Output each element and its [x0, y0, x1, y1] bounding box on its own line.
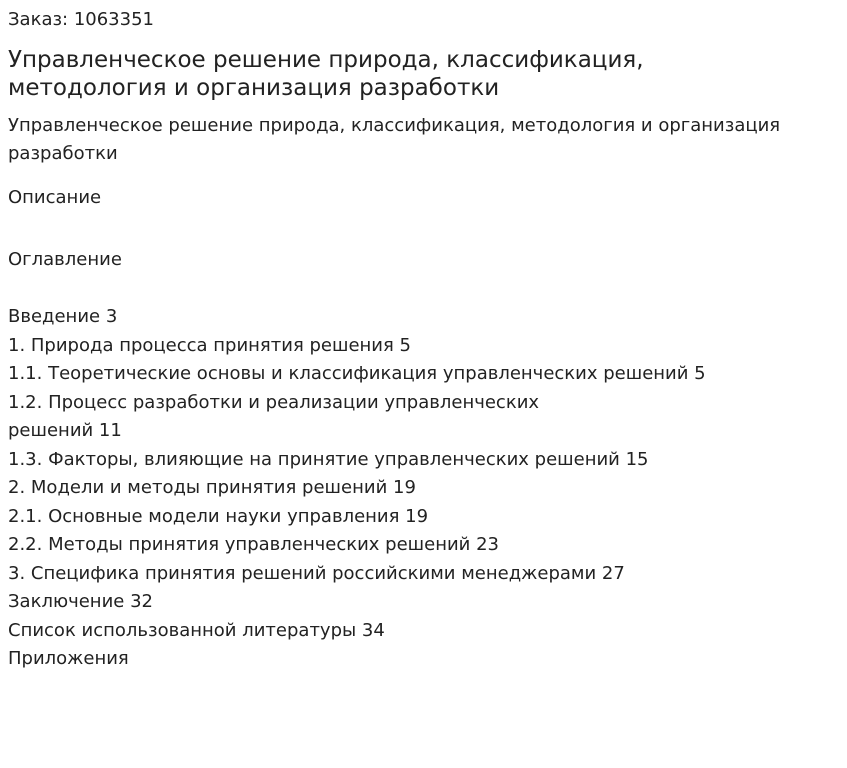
toc-heading: Оглавление [8, 249, 122, 270]
description-heading: Описание [8, 187, 102, 208]
toc-item: 1. Природа процесса принятия решения 5 [8, 334, 412, 356]
toc-item: 2.1. Основные модели науки управления 19 [8, 505, 429, 527]
page-subtitle: Управленческое решение природа, классификация, методология и организация разработки [8, 115, 781, 164]
toc-item: 3. Специфика принятия решений российскими менеджерами 27 [8, 562, 625, 584]
toc-item: Приложения [8, 648, 129, 669]
toc-item: 2. Модели и методы принятия решений 19 [8, 477, 416, 498]
toc-item: 1.2. Процесс разработки и реализации управленческих решений 11 [8, 391, 540, 441]
toc-item: 1.3. Факторы, влияющие на принятие управленческих решений 15 [8, 448, 649, 470]
toc-item: 1.1. Теоретические основы и классификация управленческих решений 5 [8, 363, 706, 384]
page-title: Управленческое решение природа, классификация, методология и организация разработки [8, 47, 644, 101]
toc-item: 2.2. Методы принятия управленческих решений 23 [8, 534, 499, 555]
toc-item: Список использованной литературы 34 [8, 619, 385, 641]
toc-item: Введение 3 [8, 306, 118, 327]
table-of-contents [8, 303, 839, 674]
order-number: Заказ: 1063351 [8, 9, 154, 30]
toc-item: Заключение 32 [8, 591, 153, 612]
